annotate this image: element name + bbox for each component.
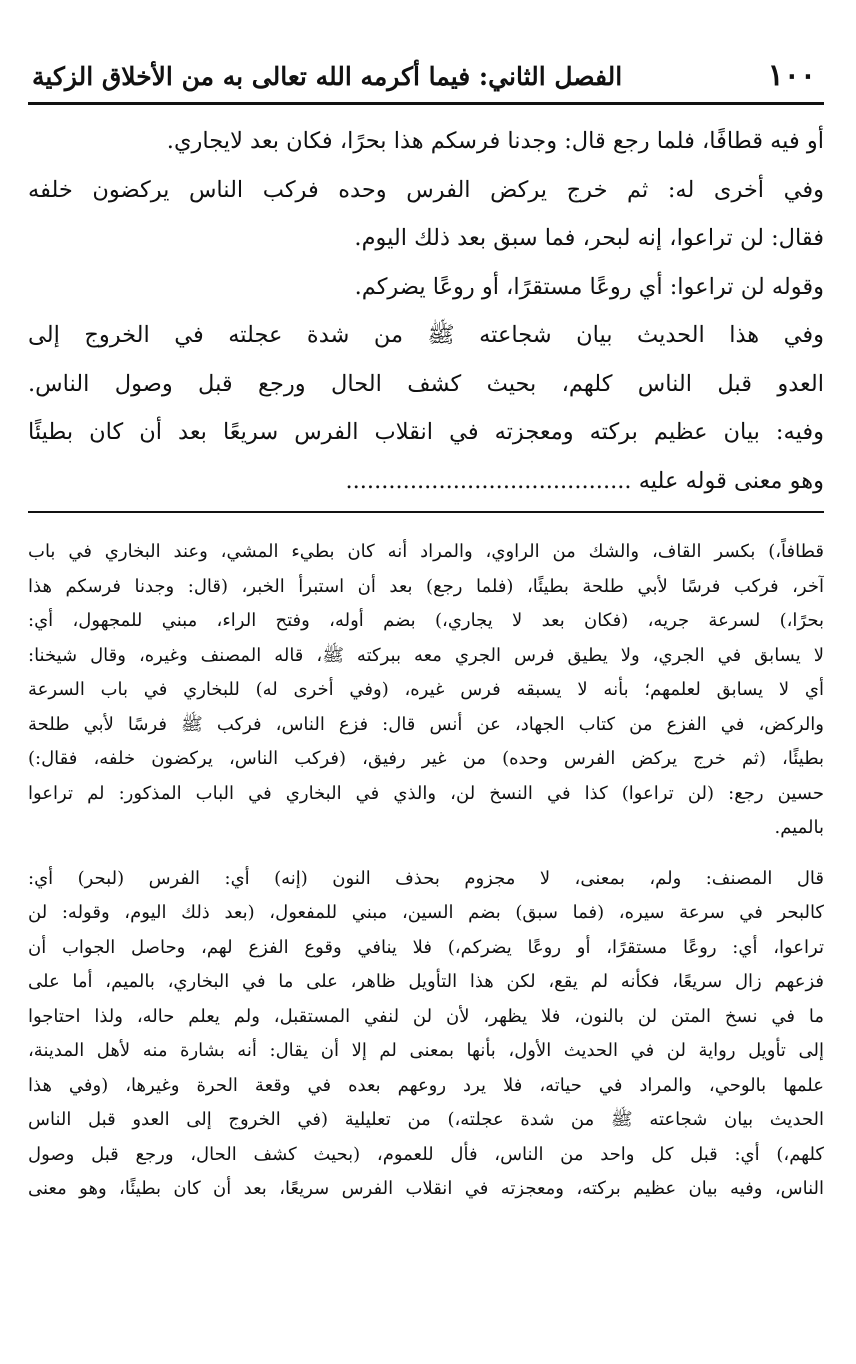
main-line: وفي هذا الحديث بيان شجاعته ﷺ من شدة عجلته في الخروج إلى xyxy=(28,322,824,348)
commentary-line: بحرًا،) لسرعة جريه، (فكان بعد لا يجاري،) بضم أوله، وفتح الراء، مبني للمجهول، أي: xyxy=(28,610,824,631)
commentary-line: كلهم،) أي: قبل كل واحد من الناس، فأل للعموم، (بحيث كشف الحال، ورجع قبل وصول xyxy=(28,1143,824,1165)
footnote-divider xyxy=(28,511,824,513)
commentary-line: ما في نسخ المتن لن بالنون، فلا يظهر، لأن لن لنفي المستقبل، ولم يعلم حاله، ولذا احتاجوا xyxy=(28,1005,824,1027)
book-page xyxy=(28,56,824,1207)
commentary-line: الحديث بيان شجاعته ﷺ من شدة عجلته،) من تعليلية (في الخروج إلى العدو قبل الناس xyxy=(28,1109,824,1130)
paragraph-gap xyxy=(28,846,824,862)
main-line: العدو قبل الناس كلهم، بحيث كشف الحال ورجع قبل وصول الناس. xyxy=(28,370,824,397)
main-line: وفي أخرى له: ثم خرج يركض الفرس وحده فركب الناس يركضون خلفه xyxy=(28,176,824,203)
main-line: أو فيه قطافًا، فلما رجع قال: وجدنا فرسكم هذا بحرًا، فكان بعد لايجاري. xyxy=(166,128,824,154)
commentary xyxy=(28,535,824,1207)
page-number: ١٠٠ xyxy=(767,58,816,93)
commentary-line: بطيئًا، (ثم خرج يركض الفرس وحده) من غير رفيق، (فركب الناس، يركضون خلفه، فقال:) xyxy=(28,748,824,769)
main-line: فقال: لن تراعوا، إنه لبحر، فما سبق بعد ذلك اليوم. xyxy=(354,225,824,251)
commentary-line: أي لا يسابق لعلمهم؛ بأنه لا يسبقه فرس غيره، (وفي أخرى له) للبخاري في باب السرعة xyxy=(28,679,824,700)
commentary-line: حسين رجع: (لن تراعوا) كذا في النسخ لن، والذي في البخاري في الباب المذكور: لم تراعوا xyxy=(28,782,824,804)
commentary-line: بالميم. xyxy=(774,817,824,838)
commentary-line: الناس، وفيه بيان عظيم بركته، ومعجزته في انقلاب الفرس سريعًا، بعد أن كان بطيئًا، وهو معنى xyxy=(28,1178,824,1199)
page-header xyxy=(28,56,824,105)
commentary-line: إلى تأويل رواية لن في الحديث الأول، بأنها بمعنى لم إلا أن يقال: أنه بشارة منه لأهل المدينة، xyxy=(28,1040,824,1061)
commentary-line: والركض، في الفزع من كتاب الجهاد، عن أنس قال: فزع الناس، فركب ﷺ فرسًا لأبي طلحة xyxy=(28,713,824,735)
running-title: الفصل الثاني: فيما أكرمه الله تعالى به من الأخلاق الزكية xyxy=(32,62,623,91)
main-text xyxy=(28,117,824,505)
commentary-line: تراعوا، أي: روعًا مستقرًا، أو روعًا يضركم،) فلا ينافي وقوع الفزع لهم، وحاصل الجواب أن xyxy=(28,936,824,958)
commentary-line: فزعهم زال سريعًا، فكأنه لم يقع، لكن هذا التأويل ظاهر، على ما في البخاري، بالميم، أما على xyxy=(28,971,824,992)
main-line: وقوله لن تراعوا: أي روعًا مستقرًا، أو روعًا يضركم. xyxy=(354,273,824,300)
commentary-line: علمها بالوحي، والمراد في حياته، فلا يرد روعهم بعده في وقعة الحرة وغيرها، (وفي هذا xyxy=(28,1074,824,1096)
main-line: وهو معنى قوله عليه ........................................ xyxy=(345,467,824,494)
commentary-line: كالبحر في سرعة سيره، (فما سبق) بضم السين، مبني للمفعول، (بعد ذلك اليوم، وقوله: لن xyxy=(28,902,824,923)
commentary-line: آخر، فركب فرسًا لأبي طلحة بطيئًا، (فلما رجع) بعد أن استبرأ الخبر، (قال: وجدنا فرسكم هذا xyxy=(28,575,824,597)
commentary-line: لا يسابق في الجري، ولا يطيق فرس الجري معه ببركته ﷺ، قاله المصنف وغيره، وقال شيخنا: xyxy=(28,644,824,666)
commentary-line: قطافاً،) بكسر القاف، والشك من الراوي، والمراد أنه كان بطيء المشي، وعند البخاري في باب xyxy=(28,541,824,562)
commentary-line: قال المصنف: ولم، بمعنى، لا مجزوم بحذف النون (إنه) أي: الفرس (لبحر) أي: xyxy=(28,867,824,889)
main-line: وفيه: بيان عظيم بركته ومعجزته في انقلاب الفرس سريعًا بعد أن كان بطيئًا xyxy=(28,419,824,445)
